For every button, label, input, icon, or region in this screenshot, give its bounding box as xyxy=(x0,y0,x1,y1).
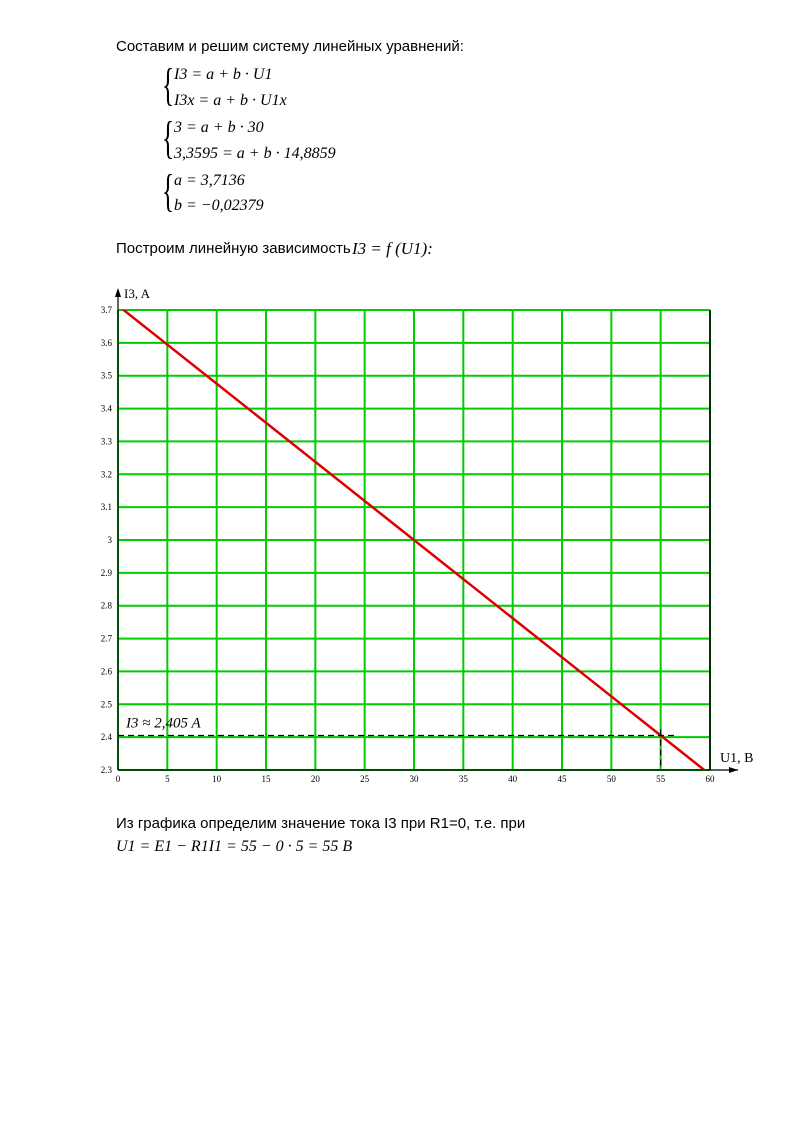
line-chart xyxy=(0,280,800,800)
x-axis-label: U1, B xyxy=(720,751,754,766)
equation: 3,3595 = a + b · 14,8859 xyxy=(174,145,336,162)
y-tick-label: 3.1 xyxy=(100,502,112,513)
y-tick-label: 2.4 xyxy=(100,732,112,743)
conclusion-line-1: Из графика определим значение тока I3 при R1=0, т.е. при xyxy=(116,815,526,832)
equation: a = 3,7136 xyxy=(174,172,245,189)
system-brace: { xyxy=(162,165,175,216)
y-axis-label: I3, A xyxy=(124,286,150,301)
y-tick-label: 2.6 xyxy=(100,666,112,677)
y-tick-label: 2.9 xyxy=(100,567,112,578)
x-tick-label: 25 xyxy=(360,774,370,784)
annotation-label: I3 ≈ 2,405 A xyxy=(126,715,201,732)
x-tick-label: 20 xyxy=(310,774,320,784)
y-tick-label: 3.3 xyxy=(100,436,112,447)
x-tick-label: 40 xyxy=(508,774,518,784)
x-axis-arrow xyxy=(729,767,738,773)
y-tick-label: 3.7 xyxy=(100,305,112,315)
x-tick-label: 50 xyxy=(606,774,616,784)
equation: I3 = a + b · U1 xyxy=(174,66,273,83)
y-tick-label: 2.5 xyxy=(100,699,112,710)
x-tick-label: 30 xyxy=(409,774,419,784)
y-tick-label: 3.4 xyxy=(100,403,112,414)
x-tick-label: 15 xyxy=(261,774,271,784)
y-tick-label: 3.5 xyxy=(100,370,112,381)
system-brace: { xyxy=(162,112,175,163)
y-axis-arrow xyxy=(115,288,121,297)
intro-text: Составим и решим систему линейных уравнений: xyxy=(116,38,464,55)
x-tick-label: 55 xyxy=(656,774,666,784)
build-formula: I3 = f (U1): xyxy=(352,239,433,258)
y-tick-label: 2.7 xyxy=(100,633,112,644)
system-brace: { xyxy=(162,59,175,110)
y-tick-label: 3 xyxy=(107,535,112,545)
equation: I3x = a + b · U1x xyxy=(174,92,287,109)
y-tick-label: 2.8 xyxy=(100,600,112,611)
y-tick-label: 2.3 xyxy=(100,765,112,775)
y-tick-label: 3.6 xyxy=(100,337,112,348)
x-tick-label: 60 xyxy=(705,774,715,784)
x-tick-label: 10 xyxy=(212,774,222,784)
x-tick-label: 45 xyxy=(557,774,567,784)
equation: b = −0,02379 xyxy=(174,197,264,214)
x-tick-label: 35 xyxy=(458,774,468,784)
x-tick-label: 5 xyxy=(165,774,170,784)
build-text: Построим линейную зависимость xyxy=(116,240,351,257)
equation: 3 = a + b · 30 xyxy=(174,119,264,136)
conclusion-line-2: U1 = E1 − R1I1 = 55 − 0 · 5 = 55 B xyxy=(116,838,353,855)
y-tick-label: 3.2 xyxy=(100,469,112,480)
x-tick-label: 0 xyxy=(115,774,121,784)
